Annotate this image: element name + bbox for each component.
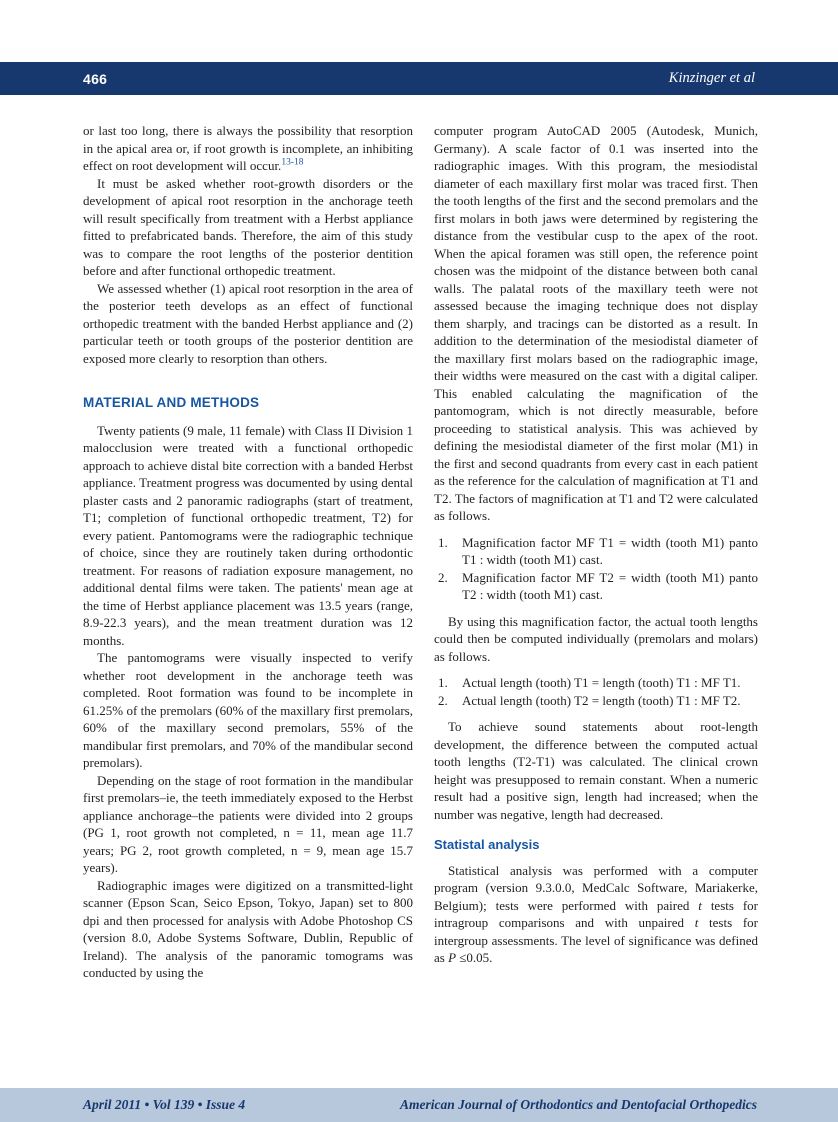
- paragraph: To achieve sound statements about root-length development, the difference between the computed actual tooth lengths (T2-T1) was calculated. The clinical crown height was presupposed to remain constant. When a numeric result had a positive sign, length had increased; when the number was negative, length had decreased.: [434, 719, 758, 822]
- list-item-number: 2.: [438, 569, 448, 585]
- paragraph: Statistical analysis was performed with a computer program (version 9.3.0.0, MedCalc Software, Mariakerke, Belgium); tests were performed with paired t tests for intragroup comparisons and with unpaired t tests for intergroup assessments. The level of significance was defined as P ≤0.05.: [434, 862, 758, 965]
- numbered-list: [434, 534, 758, 604]
- paragraph: It must be asked whether root-growth disorders or the development of apical root resorption in the anchorage teeth will result specifically from treatment with a Herbst appliance fitted to prefabricated bands. Therefore, the aim of this study was to compare the root lengths of the posterior dentition before and after functional orthopedic treatment.: [83, 175, 413, 278]
- list-item: 1. Actual length (tooth) T1 = length (tooth) T1 : MF T1.: [438, 675, 741, 690]
- subsection-heading: Statistal analysis: [434, 837, 540, 852]
- list-item-number: 2.: [438, 692, 448, 708]
- paragraph: Depending on the stage of root formation in the mandibular first premolars–ie, the teeth immediately exposed to the Herbst appliance anchorage–the patients were divided into 2 groups (PG 1, root growth not completed, n = 11, mean age 11.7 years; PG 2, root growth completed, n = 9, mean age 15.7 years).: [83, 772, 413, 875]
- italic-text: t: [698, 897, 702, 913]
- list-item: 1. Magnification factor MF T1 = width (tooth M1) panto T1 : width (tooth M1) cast.: [438, 534, 758, 567]
- citation-reference[interactable]: 13-18: [281, 157, 304, 168]
- paragraph: Twenty patients (9 male, 11 female) with Class II Division 1 malocclusion were treated with a functional orthopedic approach to achieve distal bite correction with a banded Herbst appliance. Treatment progress was documented by using dental plaster casts and 2 panoramic radiographs (start of treatment, T1; completion of functional orthopedic treatment, T2) for every patient. Pantomograms were the radiographic technique of choice, since they are routinely taken during orthodontic treatment. For reasons of radiation exposure management, no additional dental films were taken. The patients' mean age at the time of Herbst appliance placement was 13.5 years (range, 8.9-22.3 years), and the mean treatment duration was 12 months.: [83, 422, 413, 648]
- paragraph: By using this magnification factor, the actual tooth lengths could then be computed individually (premolars and molars) as follows.: [434, 613, 758, 664]
- list-item: 2. Actual length (tooth) T2 = length (tooth) T1 : MF T2.: [438, 692, 741, 708]
- numbered-list: [434, 674, 758, 709]
- paragraph: computer program AutoCAD 2005 (Autodesk, Munich, Germany). A scale factor of 0.1 was inserted into the radiographic images. With this program, the mesiodistal diameter of each maxillary first molar was traced first. Then the tooth lengths of the first and the second premolars and the first molars in both jaws were determined by registering the distance from the vestibular cusp to the apex of the root. When the apical foramen was still open, the reference point chosen was the midpoint of the distance between both canal walls. The palatal roots of the maxillary teeth were not assessed because the imaging technique does not display them sharply, and tracings can be distorted as a result. In addition to the determination of the mesiodistal diameter of the maxillary first molars based on the radiographic image, their widths were measured on the cast with a digital caliper. This enabled calculating the magnification of the pantomogram, which is not directly measurable, before proceeding to statistical analysis. This was achieved by defining the mesiodistal diameter of the first molar (M1) in the first and second quadrants from every cast in each patient as the reference for the calculation of magnification at T1 and T2. The factors of magnification at T1 and T2 were calculated as follows.: [434, 123, 758, 523]
- list-item-number: 1.: [438, 534, 448, 550]
- list-item-number: 1.: [438, 675, 448, 690]
- page-footer-bar: [0, 1088, 838, 1122]
- left-column: [83, 122, 413, 982]
- footer-journal-name: American Journal of Orthodontics and Dentofacial Orthopedics: [399, 1097, 757, 1112]
- paragraph: We assessed whether (1) apical root resorption in the area of the posterior teeth develops as an effect of functional orthopedic treatment with the banded Herbst appliance and (2) particular teeth or tooth groups of the posterior dentition are exposed more clearly to resorption than others.: [83, 280, 413, 366]
- right-column: [434, 122, 758, 967]
- paragraph: The pantomograms were visually inspected to verify whether root development in the anchorage teeth was completed. Root formation was found to be incomplete in 61.25% of the premolars (60% of the maxillary first premolars, 60% of the maxillary second premolars, 55% of the mandibular first premolars, and 70% of the mandibular second premolars).: [83, 650, 413, 770]
- italic-text: P: [448, 950, 457, 965]
- footer-issue-info: April 2011 • Vol 139 • Issue 4: [83, 1097, 246, 1112]
- paragraph: Radiographic images were digitized on a transmitted-light scanner (Epson Scan, Seico Epson, Tokyo, Japan) set to 800 dpi and then processed for analysis with Adobe Photoshop CS (version 8.0, Adobe Systems Software, Dublin, Republic of Ireland). The analysis of the panoramic tomograms was conducted by using the: [83, 877, 413, 980]
- page-header-bar: [0, 62, 838, 95]
- paragraph: or last too long, there is always the possibility that resorption in the apical area or, if root growth is incomplete, an inhibiting effect on root development will occur.$^{13-18}$: [83, 123, 413, 173]
- running-head: Kinzinger et al: [668, 70, 755, 86]
- section-heading: MATERIAL AND METHODS: [83, 395, 260, 410]
- italic-text: t: [694, 915, 699, 930]
- page-number: 466: [83, 70, 108, 87]
- list-item: 2. Magnification factor MF T2 = width (tooth M1) panto T2 : width (tooth M1) cast.: [438, 569, 758, 602]
